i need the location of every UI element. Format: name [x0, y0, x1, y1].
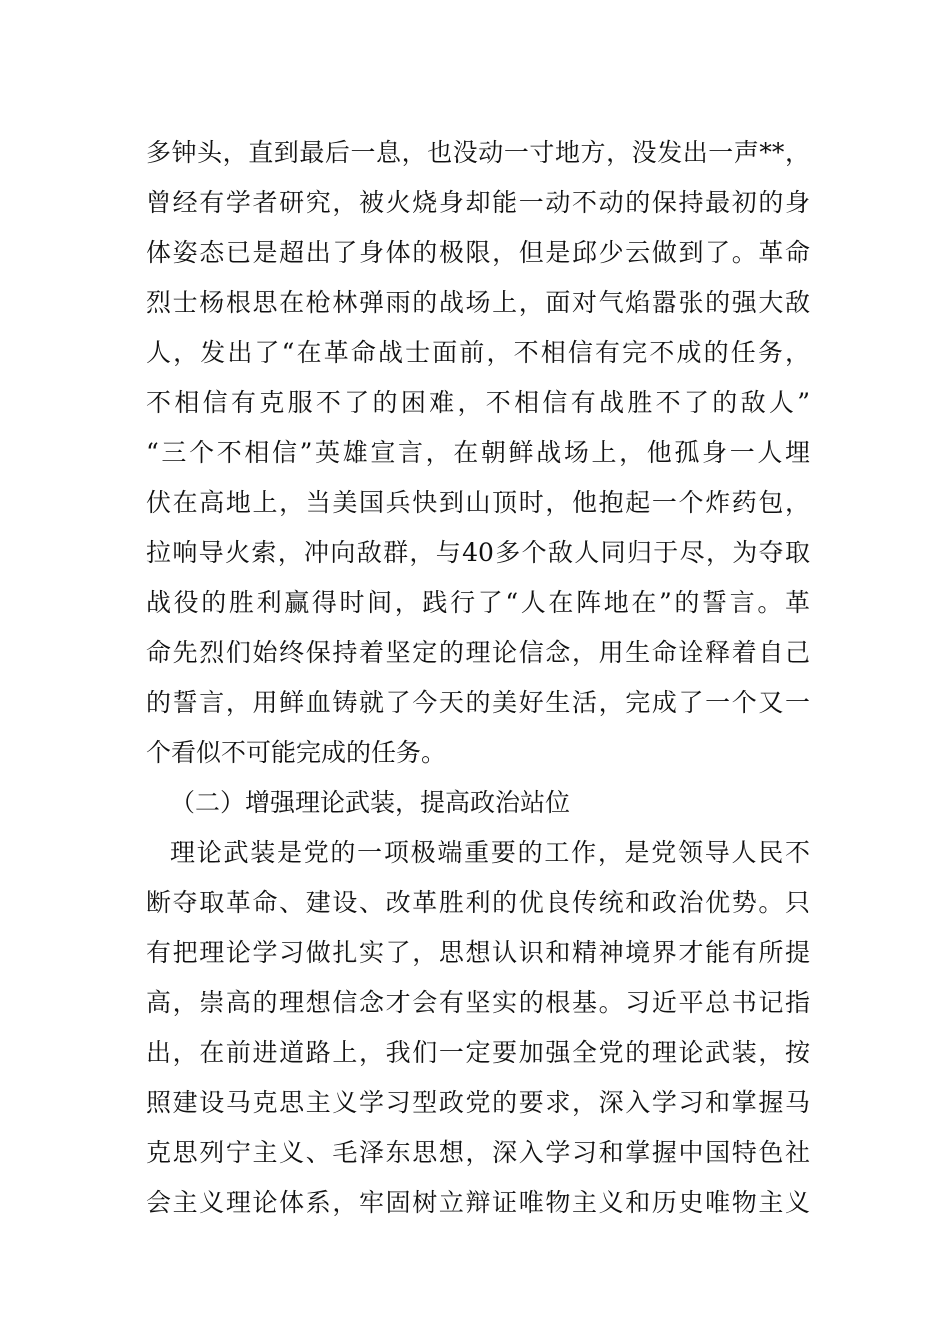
text-line: 理论武装是党的一项极端重要的工作，是党领导人民不 [170, 838, 810, 867]
text-line: 体姿态已是超出了身体的极限，但是邱少云做到了。革命 [146, 238, 810, 267]
text-line: 烈士杨根思在枪林弹雨的战场上，面对气焰嚣张的强大敌 [146, 288, 810, 317]
text-line: 会主义理论体系，牢固树立辩证唯物主义和历史唯物主义 [146, 1188, 810, 1217]
text-line: 伏在高地上，当美国兵快到山顶时，他抱起一个炸药包， [146, 488, 810, 517]
text-line: 出，在前进道路上，我们一定要加强全党的理论武装，按 [146, 1038, 810, 1067]
text-line: 拉响导火索，冲向敌群，与40多个敌人同归于尽，为夺取 [146, 538, 810, 567]
text-line: 断夺取革命、建设、改革胜利的优良传统和政治优势。只 [146, 888, 810, 917]
text-line: 照建设马克思主义学习型政党的要求，深入学习和掌握马 [146, 1088, 810, 1117]
section-heading: （二）增强理论武装，提高政治站位 [170, 788, 571, 817]
text-line: 的誓言，用鲜血铸就了今天的美好生活，完成了一个又一 [146, 688, 810, 717]
text-line: 人，发出了“在革命战士面前，不相信有完不成的任务， [146, 338, 810, 367]
text-line: 不相信有克服不了的困难，不相信有战胜不了的敌人” [146, 388, 810, 417]
text-line: 高，崇高的理想信念才会有坚实的根基。习近平总书记指 [146, 988, 810, 1017]
text-line: 战役的胜利赢得时间，践行了“人在阵地在”的誓言。革 [146, 588, 810, 617]
text-line: 曾经有学者研究，被火烧身却能一动不动的保持最初的身 [146, 188, 810, 217]
text-line: 有把理论学习做扎实了，思想认识和精神境界才能有所提 [146, 938, 810, 967]
paragraph-1 [146, 128, 810, 778]
text-line: “三个不相信”英雄宣言，在朝鲜战场上，他孤身一人埋 [146, 438, 810, 467]
document-body [146, 128, 810, 1228]
text-line: 命先烈们始终保持着坚定的理论信念，用生命诠释着自己 [146, 638, 810, 667]
text-line: 克思列宁主义、毛泽东思想，深入学习和掌握中国特色社 [146, 1138, 810, 1167]
paragraph-2 [146, 828, 810, 1228]
text-line: 个看似不可能完成的任务。 [146, 738, 447, 767]
text-line: 多钟头，直到最后一息，也没动一寸地方，没发出一声**， [146, 138, 810, 167]
